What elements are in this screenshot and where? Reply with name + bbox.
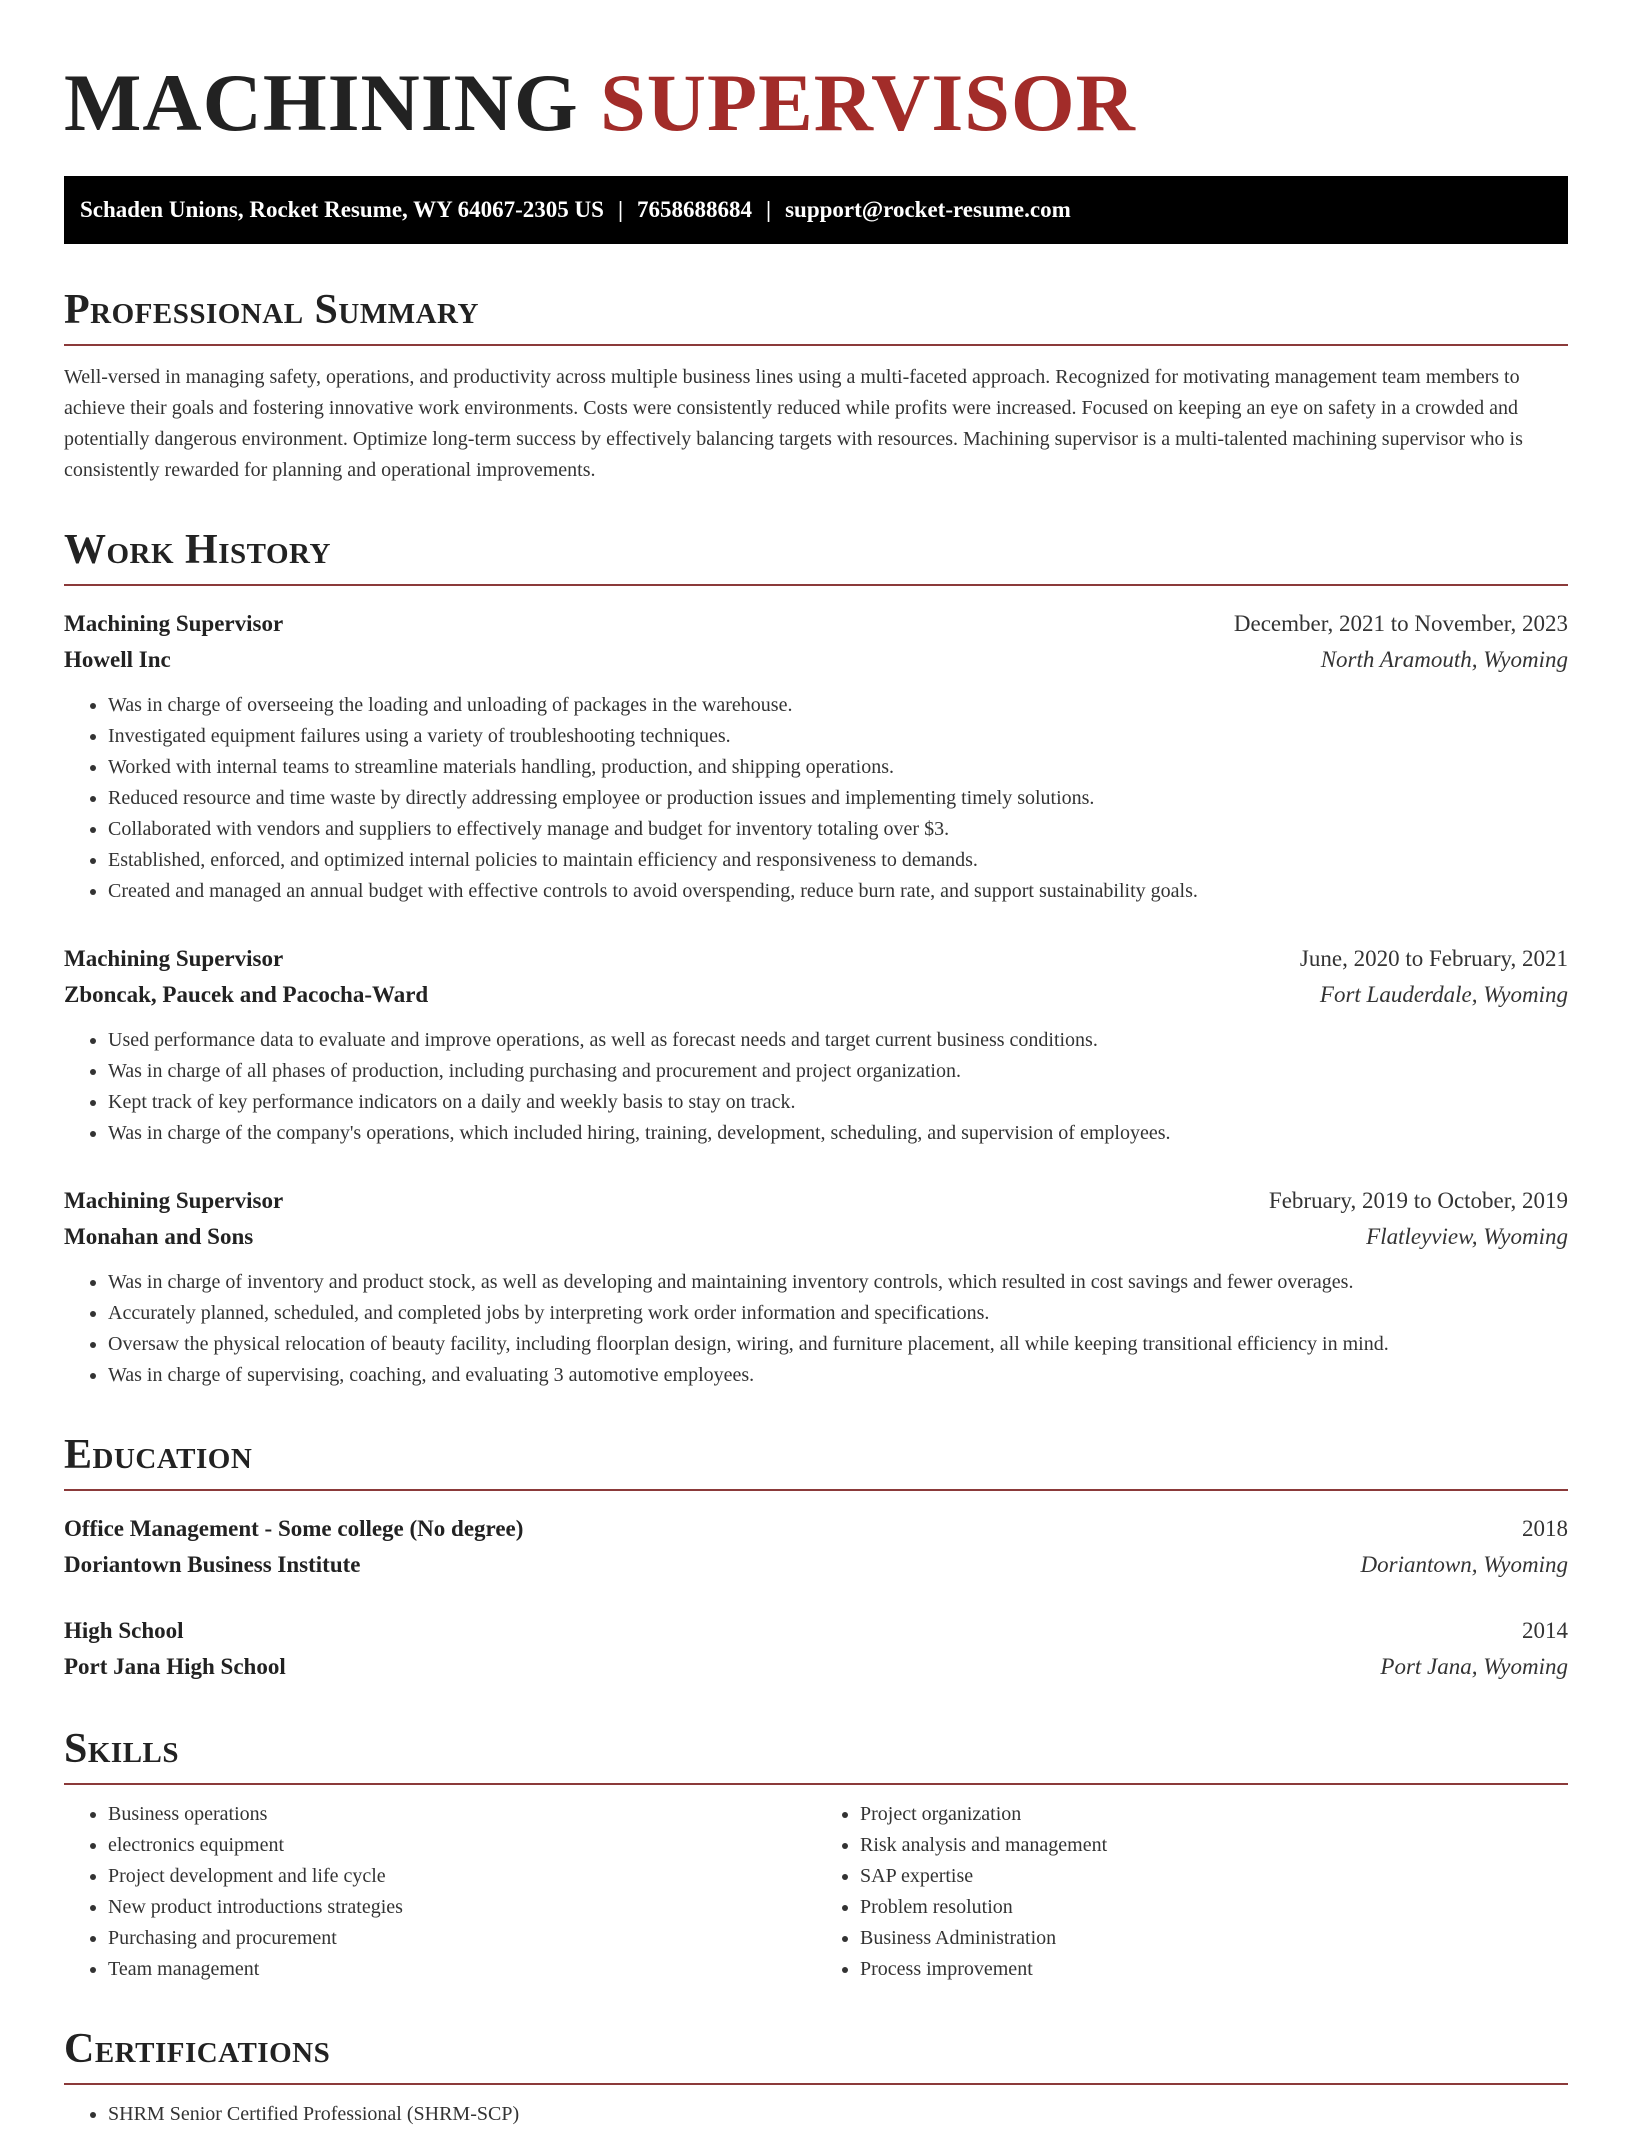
certification-item: • SHRM Senior Certified Professional (SHRM-SCP) [108, 2099, 1568, 2130]
resume-title [64, 0, 1568, 148]
skill-item: • New product introductions strategies [108, 1892, 816, 1923]
contact-address: Schaden Unions, Rocket Resume, WY 64067-2305 US [80, 197, 604, 222]
summary-heading: Professional Summary [64, 286, 1568, 346]
skills-right-column [816, 1799, 1568, 1985]
summary-text: Well-versed in managing safety, operations, and productivity across multiple business lines using a multi-faceted approach. Recognized for motivating management team members to achieve their goals and fostering innovative work environments. Costs were consistently reduced while profits were increased. Focused on keeping an eye on safety in a crowded and potentially dangerous environment. Optimize long-term success by effectively balancing targets with resources. Machining supervisor is a multi-talented machining supervisor who is consistently rewarded for planning and operational improvements. [64, 366, 1523, 481]
job-company-row [64, 642, 1568, 678]
contact-phone: 7658688684 [637, 197, 753, 222]
job-bullet: • Worked with internal teams to streamline materials handling, production, and shipping operations. [108, 752, 1568, 783]
education-school-row [64, 1547, 1568, 1583]
job-location: North Aramouth, Wyoming [1320, 647, 1568, 672]
work-history-section [64, 526, 1568, 1391]
job-dates: June, 2020 to February, 2021 [1299, 946, 1568, 971]
job-bullet: • Established, enforced, and optimized internal policies to maintain efficiency and responsiveness to demands. [108, 845, 1568, 876]
job-bullet: • Reduced resource and time waste by directly addressing employee or production issues and implementing timely solutions. [108, 783, 1568, 814]
job-title-row [64, 941, 1568, 977]
skill-item: • Risk analysis and management [860, 1830, 1568, 1861]
education-degree-row [64, 1613, 1568, 1649]
job-bullet: • Was in charge of all phases of production, including purchasing and procurement and project organization. [108, 1056, 1568, 1087]
skill-item: • Process improvement [860, 1954, 1568, 1985]
contact-separator: | [766, 197, 772, 222]
education-entry [64, 1613, 1568, 1685]
job-bullet: • Was in charge of inventory and product stock, as well as developing and maintaining inventory controls, which resulted in cost savings and fewer overages. [108, 1267, 1568, 1298]
work-history-heading: Work History [64, 526, 1568, 586]
education-entry [64, 1511, 1568, 1583]
certifications-section [64, 2025, 1568, 2130]
certifications-list [64, 2099, 1568, 2130]
contact-email: support@rocket-resume.com [785, 197, 1071, 222]
job-bullet: • Kept track of key performance indicators on a daily and weekly basis to stay on track. [108, 1087, 1568, 1118]
job-bullet: • Used performance data to evaluate and improve operations, as well as forecast needs and target current business conditions. [108, 1025, 1568, 1056]
education-degree-row [64, 1511, 1568, 1547]
job-title-row [64, 606, 1568, 642]
skill-item: • SAP expertise [860, 1861, 1568, 1892]
skill-item: • Business Administration [860, 1923, 1568, 1954]
job-title: Machining Supervisor [64, 946, 284, 971]
skill-item: • Project development and life cycle [108, 1861, 816, 1892]
education-location: Port Jana, Wyoming [1380, 1654, 1568, 1679]
job-bullets [64, 1025, 1568, 1149]
job-title: Machining Supervisor [64, 1188, 284, 1213]
certifications-heading: Certifications [64, 2025, 1568, 2085]
job-company-row [64, 1219, 1568, 1255]
education-degree: Office Management - Some college (No degree) [64, 1516, 524, 1541]
education-school: Doriantown Business Institute [64, 1552, 361, 1577]
contact-bar [64, 176, 1568, 244]
skills-section [64, 1725, 1568, 1985]
job-bullet: • Investigated equipment failures using a variety of troubleshooting techniques. [108, 721, 1568, 752]
job-company: Zboncak, Paucek and Pacocha-Ward [64, 982, 429, 1007]
contact-separator: | [617, 197, 624, 222]
skills-left-column [64, 1799, 816, 1985]
title-second-word: SUPERVISOR [600, 57, 1136, 148]
job-company-row [64, 977, 1568, 1013]
education-school: Port Jana High School [64, 1654, 286, 1679]
job-entry [64, 606, 1568, 907]
education-heading: Education [64, 1431, 1568, 1491]
education-degree: High School [64, 1618, 184, 1643]
skill-item: • electronics equipment [108, 1830, 816, 1861]
job-bullet: • Was in charge of overseeing the loading and unloading of packages in the warehouse. [108, 690, 1568, 721]
job-entry [64, 941, 1568, 1149]
job-title: Machining Supervisor [64, 611, 284, 636]
education-location: Doriantown, Wyoming [1360, 1552, 1568, 1577]
summary-section [64, 286, 1568, 486]
job-location: Fort Lauderdale, Wyoming [1319, 982, 1568, 1007]
education-section [64, 1431, 1568, 1685]
title-first-word: MACHINING [64, 57, 579, 148]
education-year: 2014 [1522, 1618, 1568, 1643]
job-bullet: • Oversaw the physical relocation of beauty facility, including floorplan design, wiring, and furniture placement, all while keeping transitional efficiency in mind. [108, 1329, 1568, 1360]
job-company: Monahan and Sons [64, 1224, 254, 1249]
skill-item: • Purchasing and procurement [108, 1923, 816, 1954]
job-entry [64, 1183, 1568, 1391]
skill-item: • Business operations [108, 1799, 816, 1830]
job-company: Howell Inc [64, 647, 171, 672]
skills-heading: Skills [64, 1725, 1568, 1785]
job-title-row [64, 1183, 1568, 1219]
job-bullet: • Was in charge of the company's operations, which included hiring, training, development, scheduling, and supervision of employees. [108, 1118, 1568, 1149]
job-bullets [64, 1267, 1568, 1391]
job-bullet: • Was in charge of supervising, coaching, and evaluating 3 automotive employees. [108, 1360, 1568, 1391]
skill-item: • Project organization [860, 1799, 1568, 1830]
job-location: Flatleyview, Wyoming [1366, 1224, 1568, 1249]
job-bullets [64, 690, 1568, 907]
skill-item: • Team management [108, 1954, 816, 1985]
job-dates: February, 2019 to October, 2019 [1268, 1188, 1568, 1213]
job-bullet: • Collaborated with vendors and suppliers to effectively manage and budget for inventory totaling over $3. [108, 814, 1568, 845]
skill-item: • Problem resolution [860, 1892, 1568, 1923]
job-dates: December, 2021 to November, 2023 [1233, 611, 1568, 636]
job-bullet: • Accurately planned, scheduled, and completed jobs by interpreting work order information and specifications. [108, 1298, 1568, 1329]
education-school-row [64, 1649, 1568, 1685]
education-year: 2018 [1522, 1516, 1568, 1541]
job-bullet: • Created and managed an annual budget with effective controls to avoid overspending, reduce burn rate, and support sustainability goals. [108, 876, 1568, 907]
skills-grid [64, 1799, 1568, 1985]
